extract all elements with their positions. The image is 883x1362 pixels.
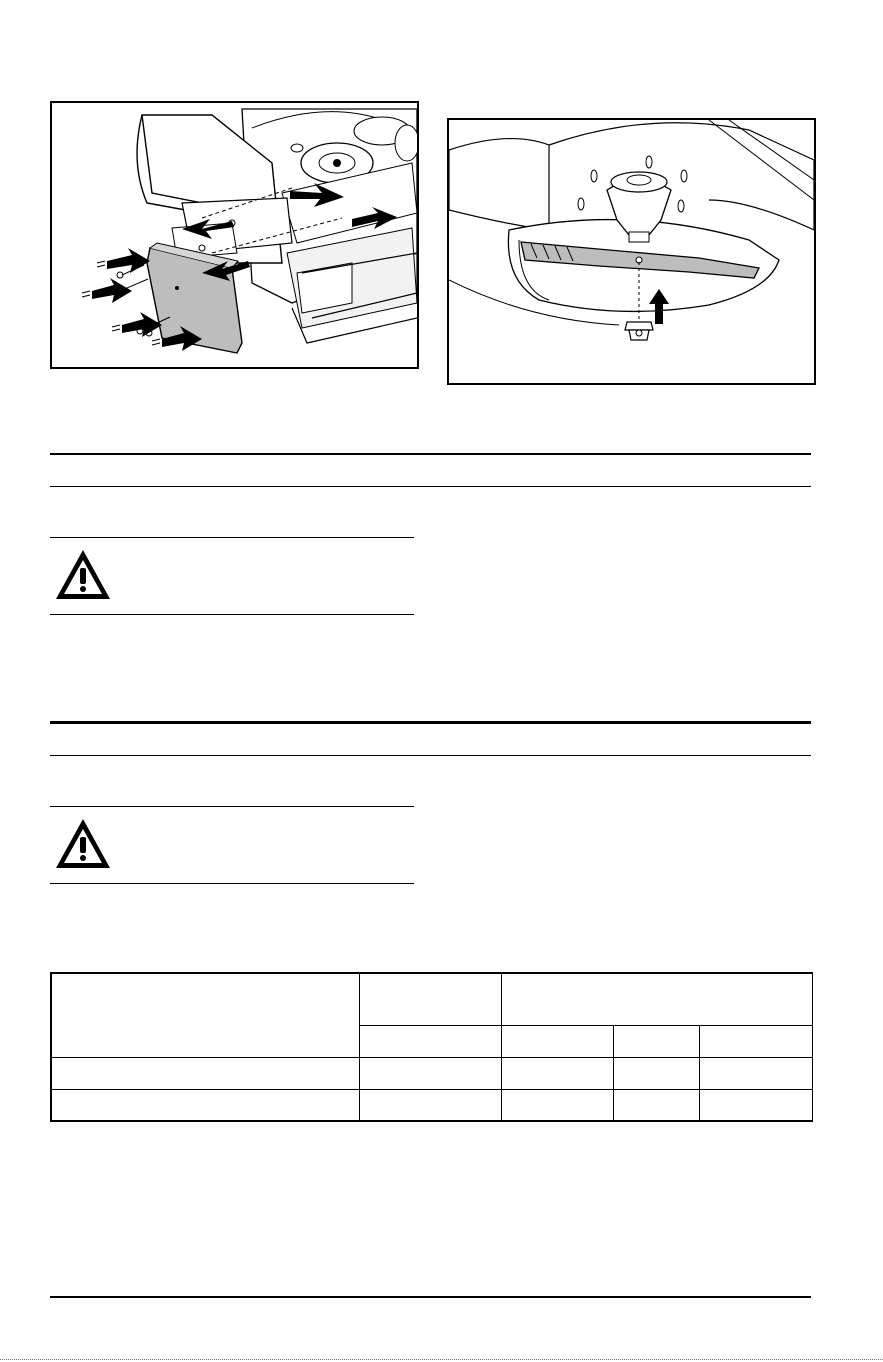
warning-triangle-icon: [53, 816, 113, 872]
table-row: [51, 1057, 812, 1089]
footer-rule: [50, 1296, 811, 1298]
warning-triangle-icon: [53, 547, 113, 603]
table-subheader-cell: [699, 1025, 812, 1057]
table-cell: [51, 1057, 359, 1089]
table-cell: [699, 1089, 812, 1121]
discharge-chute-removal-figure: [50, 101, 419, 369]
table-cell: [613, 1057, 699, 1089]
table-header-cell: [501, 973, 812, 1025]
warning-box: [50, 537, 414, 615]
table-cell: [359, 1089, 501, 1121]
table-header-cell: [51, 973, 359, 1057]
table-cell: [501, 1089, 613, 1121]
table-cell: [51, 1089, 359, 1121]
table-header-cell: [359, 973, 501, 1025]
section-rule-bottom: [50, 486, 811, 487]
table-subheader-cell: [613, 1025, 699, 1057]
table-header-row: [51, 973, 812, 1025]
specification-table: [50, 972, 813, 1122]
table-cell: [699, 1057, 812, 1089]
table-cell: [359, 1057, 501, 1089]
table-cell: [501, 1057, 613, 1089]
warning-box: [50, 806, 414, 884]
page-edge-dotted-line: [0, 1359, 883, 1360]
section-rule-bottom: [50, 755, 811, 756]
section-rule-top: [50, 453, 811, 455]
table-row: [51, 1089, 812, 1121]
section-rule-top: [50, 721, 811, 724]
table-subheader-cell: [501, 1025, 613, 1057]
blade-bolt-installation-figure: [447, 118, 816, 385]
deck-chute-illustration: [52, 103, 417, 367]
table-subheader-cell: [359, 1025, 501, 1057]
blade-spindle-illustration: [449, 120, 814, 383]
table-cell: [613, 1089, 699, 1121]
